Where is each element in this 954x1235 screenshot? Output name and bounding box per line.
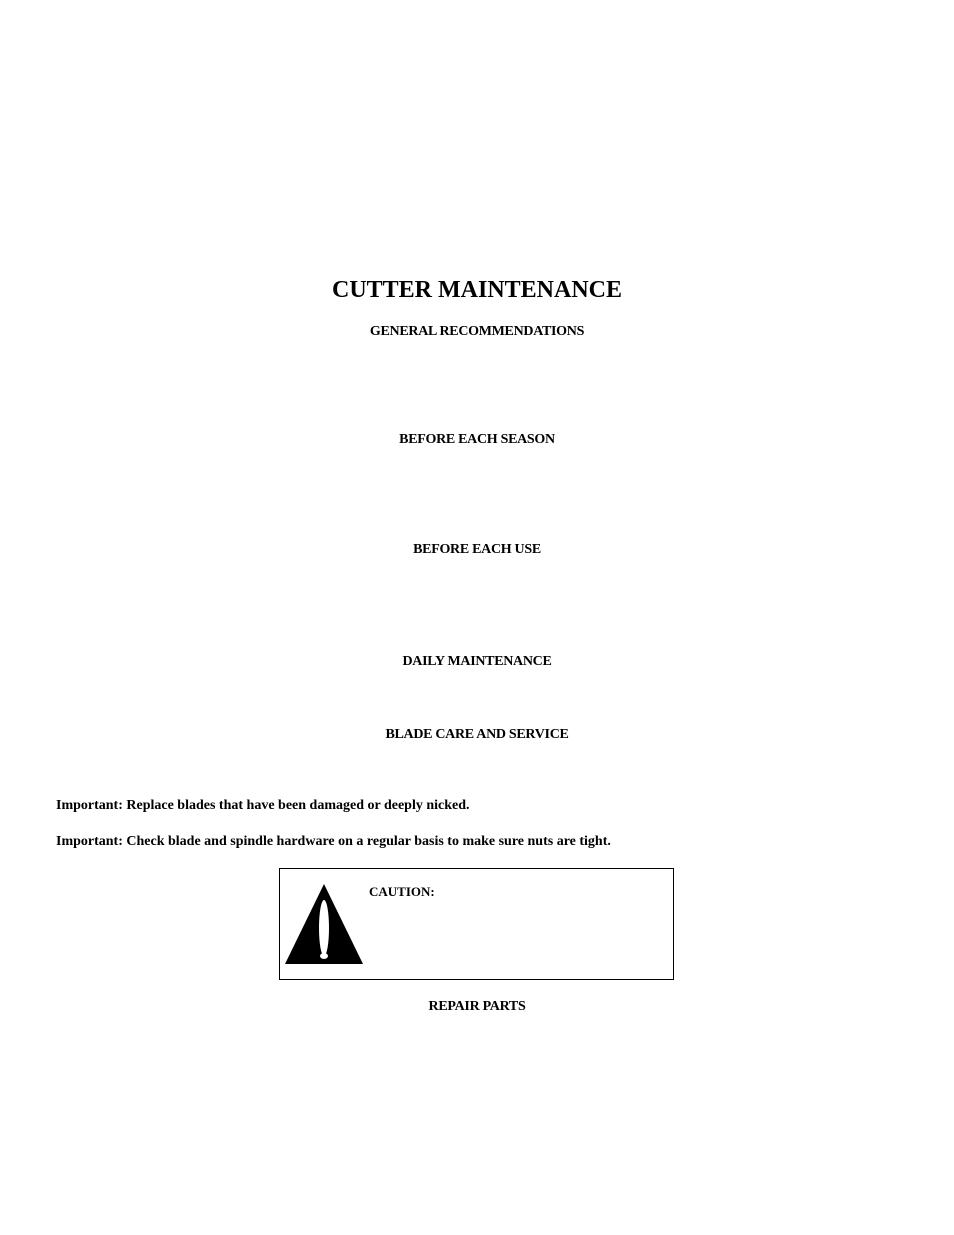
warning-triangle-icon — [284, 883, 364, 965]
heading-before-each-use: BEFORE EACH USE — [413, 542, 541, 557]
heading-general-recommendations: GENERAL RECOMMENDATIONS — [369, 324, 585, 339]
caution-box — [279, 868, 674, 980]
important-note-replace-blades: Important: Replace blades that have been damaged or deeply nicked. — [56, 798, 470, 813]
heading-repair-parts: REPAIR PARTS — [428, 999, 526, 1014]
heading-before-each-season: BEFORE EACH SEASON — [399, 432, 555, 447]
caution-label: CAUTION: — [369, 884, 435, 899]
page-title: CUTTER MAINTENANCE — [331, 277, 623, 303]
important-note-check-hardware: Important: Check blade and spindle hardware on a regular basis to make sure nuts are tight. — [56, 834, 611, 849]
heading-blade-care: BLADE CARE AND SERVICE — [385, 727, 569, 742]
heading-daily-maintenance: DAILY MAINTENANCE — [402, 654, 552, 669]
